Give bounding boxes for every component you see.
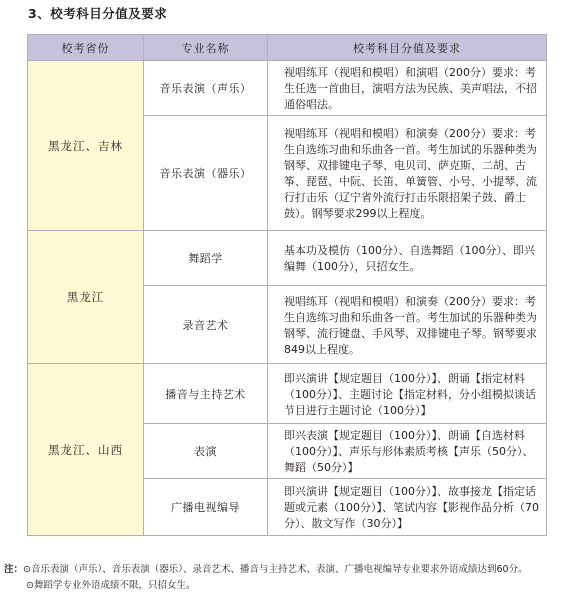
- province-cell: 黑龙江: [28, 231, 144, 364]
- requirement-cell: 即兴演讲【规定题目（100分）】、故事接龙【指定话题或元素（100分）】、笔试内容【影视作品分析（70分）、散文写作（30分）】: [268, 479, 547, 536]
- table-row: [28, 231, 547, 286]
- table-row: [28, 61, 547, 116]
- requirement-cell: 即兴表演【规定题目（100分）】、朗诵【自选材料（100分）】、声乐与形体素质考核【声乐（50分）、舞蹈（50分）】: [268, 424, 547, 479]
- requirement-cell: 视唱练耳（视唱和模唱）和演唱（200分）要求：考生任选一首曲目，演唱方法为民族、美声唱法，不招通俗唱法。: [268, 61, 547, 116]
- note-text-1: ⊙音乐表演（声乐）、音乐表演（器乐）、录音艺术、播音与主持艺术、表演、广播电视编导专业要求外语成绩达到60分。: [23, 564, 528, 575]
- major-cell: 音乐表演（声乐）: [144, 61, 268, 116]
- major-cell: 播音与主持艺术: [144, 364, 268, 424]
- table-header-row: [28, 35, 547, 61]
- requirement-cell: 视唱练耳（视唱和模唱）和演奏（200分）要求：考生自选练习曲和乐曲各一首。考生加试的乐器种类为钢琴、双排键电子琴、电贝司、萨克斯、二胡、古筝、琵琶、中阮、长笛、单簧管、小号、小提琴、流行打击乐（辽宁省外流行打击乐限招架子鼓、爵士鼓）。钢琴要求299以上程度。: [268, 116, 547, 231]
- note-label: 注：: [4, 564, 24, 575]
- header-province: 校考省份: [28, 35, 144, 61]
- province-cell: 黑龙江、吉林: [28, 61, 144, 231]
- requirement-cell: 即兴演讲【规定题目（100分）】、朗诵【指定材料（100分）】、主题讨论【指定材料，分小组模拟谈话节目进行主题讨论（100分）】: [268, 364, 547, 424]
- exam-requirements-table: [27, 34, 546, 536]
- major-cell: 舞蹈学: [144, 231, 268, 286]
- major-cell: 录音艺术: [144, 286, 268, 364]
- header-major: 专业名称: [144, 35, 268, 61]
- requirement-cell: 基本功及模仿（100分）、自选舞蹈（100分）、即兴编舞（100分），只招女生。: [268, 231, 547, 286]
- note-line-1: [4, 562, 528, 578]
- note-line-2: [26, 578, 195, 594]
- note-text-2: ⊙舞蹈学专业外语成绩不限，只招女生。: [26, 580, 196, 591]
- province-cell: 黑龙江、山西: [28, 364, 144, 536]
- major-cell: 表演: [144, 424, 268, 479]
- major-cell: 音乐表演（器乐）: [144, 116, 268, 231]
- major-cell: 广播电视编导: [144, 479, 268, 536]
- requirement-cell: 视唱练耳（视唱和模唱）和演奏（200分）要求：考生自选练习曲和乐曲各一首。考生加试的乐器种类为钢琴、流行键盘、手风琴、双排键电子琴。钢琴要求849以上程度。: [268, 286, 547, 364]
- section-heading: 3、校考科目分值及要求: [28, 6, 168, 21]
- header-requirement: 校考科目分值及要求: [268, 35, 547, 61]
- table-row: [28, 364, 547, 424]
